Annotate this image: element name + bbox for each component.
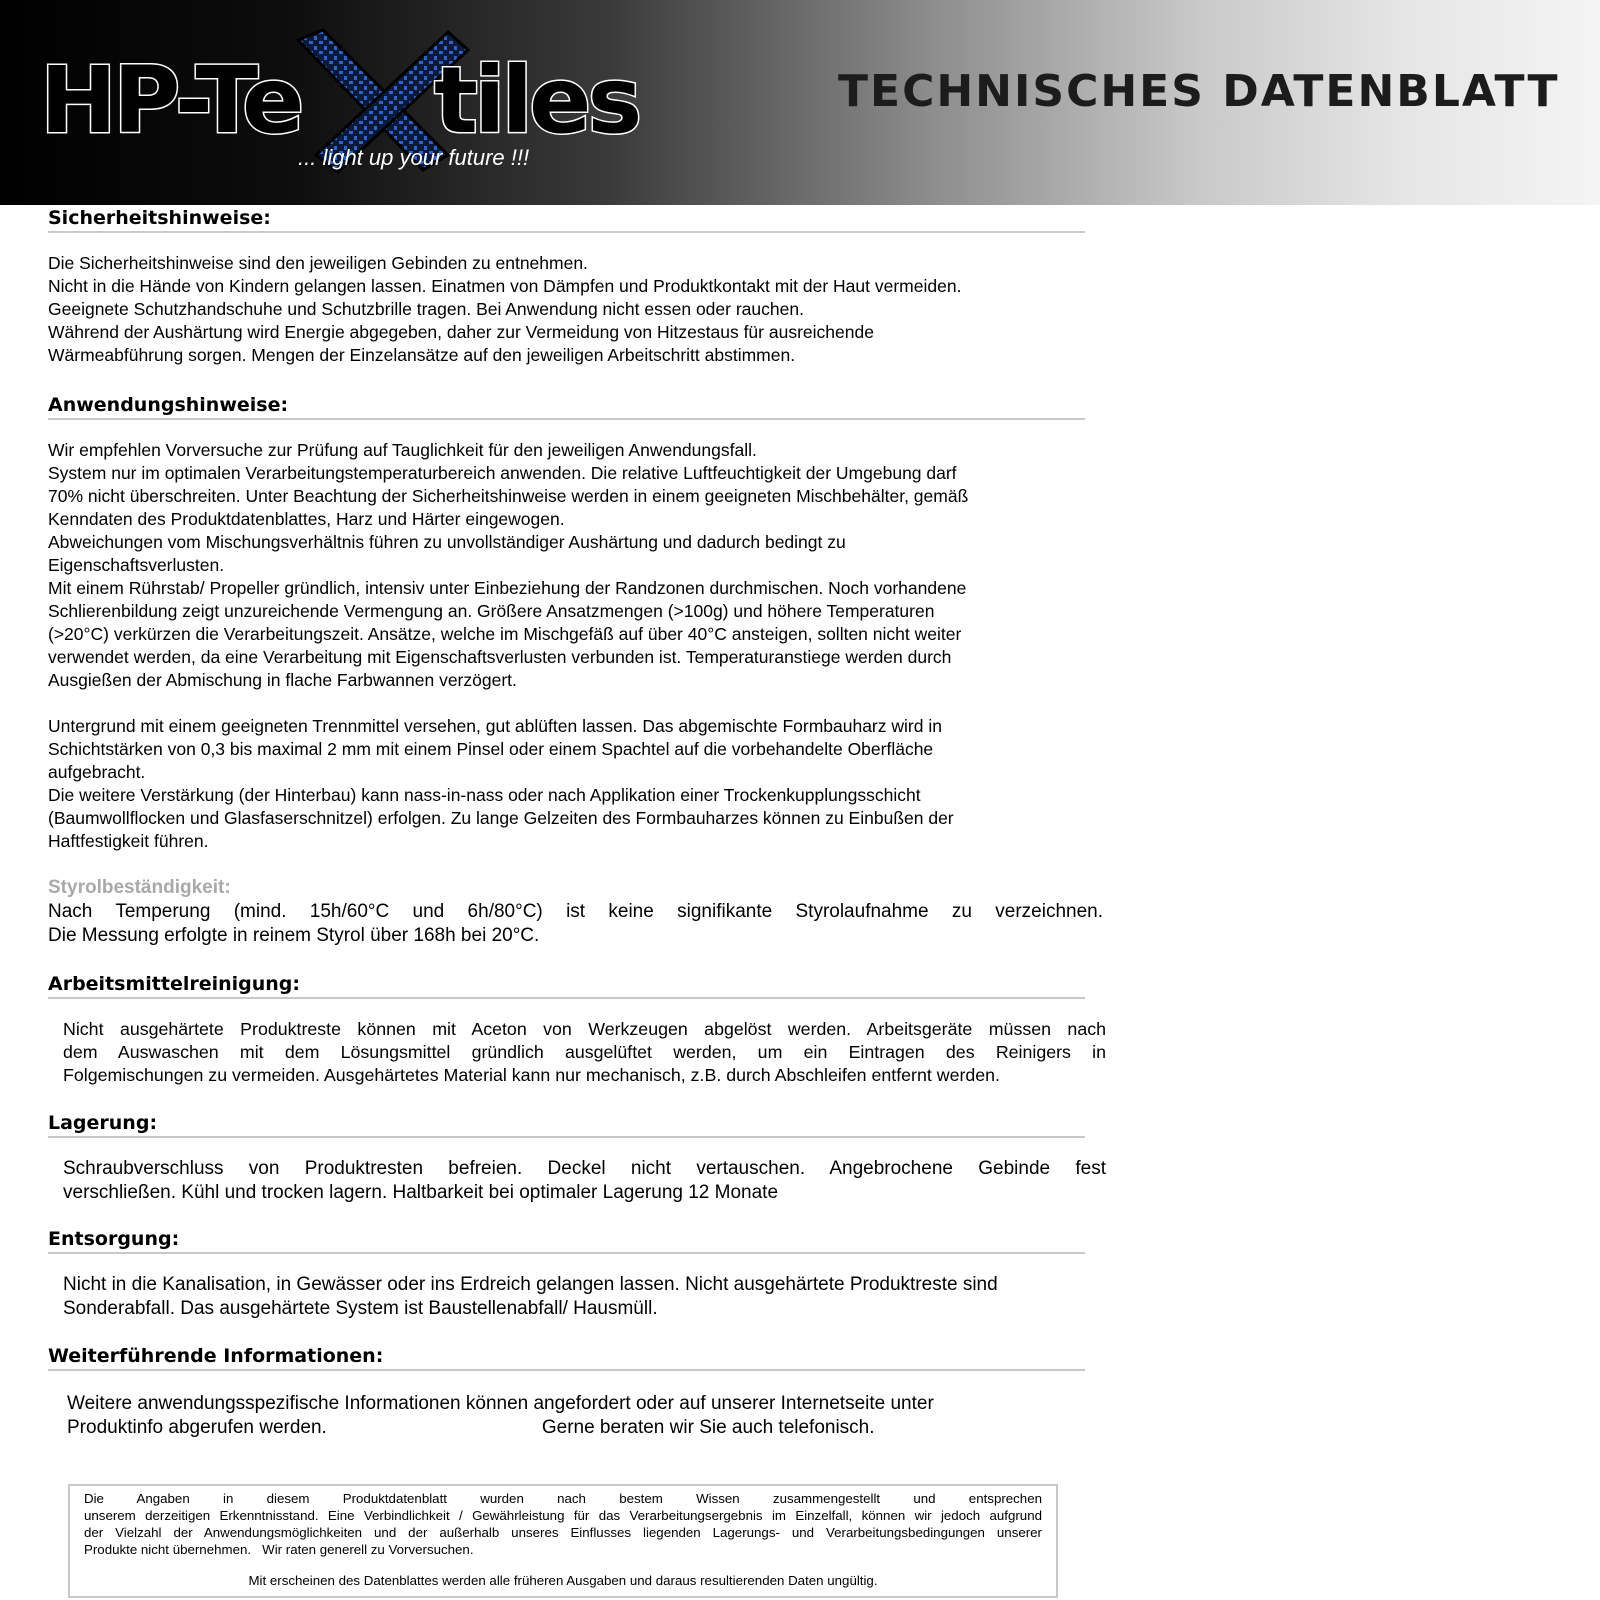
application-line: Eigenschaftsverlusten. <box>48 555 225 575</box>
application-line: Kenndaten des Produktdatenblattes, Harz und Härter eingewogen. <box>48 509 565 529</box>
disposal-line: Sonderabfall. Das ausgehärtete System ist Baustellenabfall/ Hausmüll. <box>63 1298 658 1319</box>
safety-line: Die Sicherheitshinweise sind den jeweiligen Gebinden zu entnehmen. <box>48 253 588 273</box>
application-heading: Anwendungshinweise: <box>48 393 1085 420</box>
further-info-heading: Weiterführende Informationen: <box>48 1344 1085 1371</box>
disposal-line: Nicht in die Kanalisation, in Gewässer oder ins Erdreich gelangen lassen. Nicht ausgehärtete Produktreste sind <box>63 1274 998 1295</box>
further-info-line <box>67 1416 1108 1440</box>
application-line: Die weitere Verstärkung (der Hinterbau) kann nass-in-nass oder nach Applikation einer Trockenkupplungsschicht <box>48 785 921 805</box>
safety-heading: Sicherheitshinweise: <box>48 206 1085 233</box>
safety-line: Während der Aushärtung wird Energie abgegeben, daher zur Vermeidung von Hitzestaus für ausreichende <box>48 322 874 342</box>
application-line: Schichtstärken von 0,3 bis maximal 2 mm mit einem Pinsel oder einem Spachtel auf die vorbehandelte Oberfläche <box>48 739 934 759</box>
header-banner <box>0 0 1600 205</box>
application-line: 70% nicht überschreiten. Unter Beachtung der Sicherheitshinweise werden in einem geeigneten Mischbehälter, gemäß <box>48 486 969 506</box>
disposal-heading: Entsorgung: <box>48 1227 1085 1254</box>
application-line: aufgebracht. <box>48 762 146 782</box>
svg-text:tiles: tiles <box>434 47 639 154</box>
further-info-link-text: Produktinfo abgerufen werden. <box>67 1417 327 1438</box>
cleaning-text <box>48 1018 1106 1087</box>
styrene-line: Nach Temperung (mind. 15h/60°C und 6h/80°C) ist keine signifikante Styrolaufnahme zu verzeichnen. <box>48 901 1103 922</box>
application-line: System nur im optimalen Verarbeitungstemperaturbereich anwenden. Die relative Luftfeuchtigkeit der Umgebung darf <box>48 463 957 483</box>
storage-heading: Lagerung: <box>48 1111 1085 1138</box>
application-line: Untergrund mit einem geeigneten Trennmittel versehen, gut ablüften lassen. Das abgemischte Formbauharz wird in <box>48 716 942 736</box>
cleaning-heading: Arbeitsmittelreinigung: <box>48 972 1085 999</box>
logo-slogan: ... light up your future !!! <box>298 145 530 170</box>
application-line: Haftfestigkeit führen. <box>48 831 209 851</box>
cleaning-line: Nicht ausgehärtete Produktreste können mit Aceton von Werkzeugen abgelöst werden. Arbeitsgeräte müssen nach <box>63 1019 1106 1039</box>
disclaimer-box <box>68 1484 1058 1598</box>
application-line: (Baumwollflocken und Glasfaserschnitzel) erfolgen. Zu lange Gelzeiten des Formbauharzes können zu Einbußen der <box>48 808 954 828</box>
safety-line: Wärmeabführung sorgen. Mengen der Einzelansätze auf den jeweiligen Arbeitschritt abstimmen. <box>48 345 796 365</box>
safety-line: Nicht in die Hände von Kindern gelangen lassen. Einatmen von Dämpfen und Produktkontakt mit der Haut vermeiden. <box>48 276 962 296</box>
storage-text <box>48 1157 1106 1205</box>
application-text <box>48 439 1108 948</box>
storage-line: verschließen. Kühl und trocken lagern. Haltbarkeit bei optimaler Lagerung 12 Monate <box>63 1182 779 1203</box>
styrene-line: Die Messung erfolgte in reinem Styrol über 168h bei 20°C. <box>48 925 540 946</box>
application-line: verwendet werden, da eine Verarbeitung mit Eigenschaftsverlusten verbunden ist. Temperaturanstiege werden durch <box>48 647 952 667</box>
disclaimer-footer: Mit erscheinen des Datenblattes werden alle früheren Ausgaben und daraus resultierenden Daten ungültig. <box>248 1573 878 1588</box>
disclaimer-line: Die Angaben in diesem Produktdatenblatt wurden nach bestem Wissen zusammengestellt und entsprechen <box>84 1491 1042 1506</box>
application-line: Wir empfehlen Vorversuche zur Prüfung auf Tauglichkeit für den jeweiligen Anwendungsfall. <box>48 440 757 460</box>
disclaimer-line: unserem derzeitigen Erkenntnisstand. Eine Verbindlichkeit / Gewährleistung für das Verarbeitungsergebnis im Einzelfall, können wir jedoch aufgrund <box>84 1508 1042 1523</box>
storage-line: Schraubverschluss von Produktresten befreien. Deckel nicht vertauschen. Angebrochene Gebinde fest <box>63 1158 1106 1179</box>
disposal-text <box>48 1273 1106 1321</box>
further-info-text <box>48 1392 1108 1440</box>
disclaimer-line: der Vielzahl der Anwendungsmöglichkeiten und der außerhalb unseres Einflusses liegenden Lagerungs- und Verarbeitungsbedingungen unserer <box>84 1525 1042 1540</box>
further-info-line: Weitere anwendungsspezifische Informationen können angefordert oder auf unserer Internetseite unter <box>67 1393 934 1414</box>
safety-line: Geeignete Schutzhandschuhe und Schutzbrille tragen. Bei Anwendung nicht essen oder rauchen. <box>48 299 804 319</box>
styrene-heading: Styrolbeständigkeit: <box>48 877 231 898</box>
application-line: Abweichungen vom Mischungsverhältnis führen zu unvollständiger Aushärtung und dadurch bedingt zu <box>48 532 846 552</box>
application-line: (>20°C) verkürzen die Verarbeitungszeit. Ansätze, welche im Mischgefäß auf über 40°C ansteigen, sollten nicht weiter <box>48 624 962 644</box>
further-info-phone-text: Gerne beraten wir Sie auch telefonisch. <box>541 1417 875 1438</box>
application-line: Schlierenbildung zeigt unzureichende Vermengung an. Größere Ansatzmengen (>100g) und höhere Temperaturen <box>48 601 935 621</box>
cleaning-line: Folgemischungen zu vermeiden. Ausgehärtetes Material kann nur mechanisch, z.B. durch Abschleifen entfernt werden. <box>63 1065 1000 1085</box>
hp-textiles-logo <box>38 20 639 190</box>
document-body <box>48 206 1108 1440</box>
application-line: Mit einem Rührstab/ Propeller gründlich, intensiv unter Einbeziehung der Randzonen durchmischen. Noch vorhandene <box>48 578 967 598</box>
document-title: TECHNISCHES DATENBLATT <box>838 66 1560 117</box>
application-line: Ausgießen der Abmischung in flache Farbwannen verzögert. <box>48 670 517 690</box>
safety-text <box>48 252 1108 367</box>
cleaning-line: dem Auswaschen mit dem Lösungsmittel gründlich ausgelüftet werden, um ein Eintragen des Reinigers in <box>63 1042 1106 1062</box>
disclaimer-text <box>84 1490 1042 1558</box>
svg-text:HP-Te: HP-Te <box>40 47 301 154</box>
disclaimer-line: Produkte nicht übernehmen. Wir raten generell zu Vorversuchen. <box>84 1542 474 1557</box>
